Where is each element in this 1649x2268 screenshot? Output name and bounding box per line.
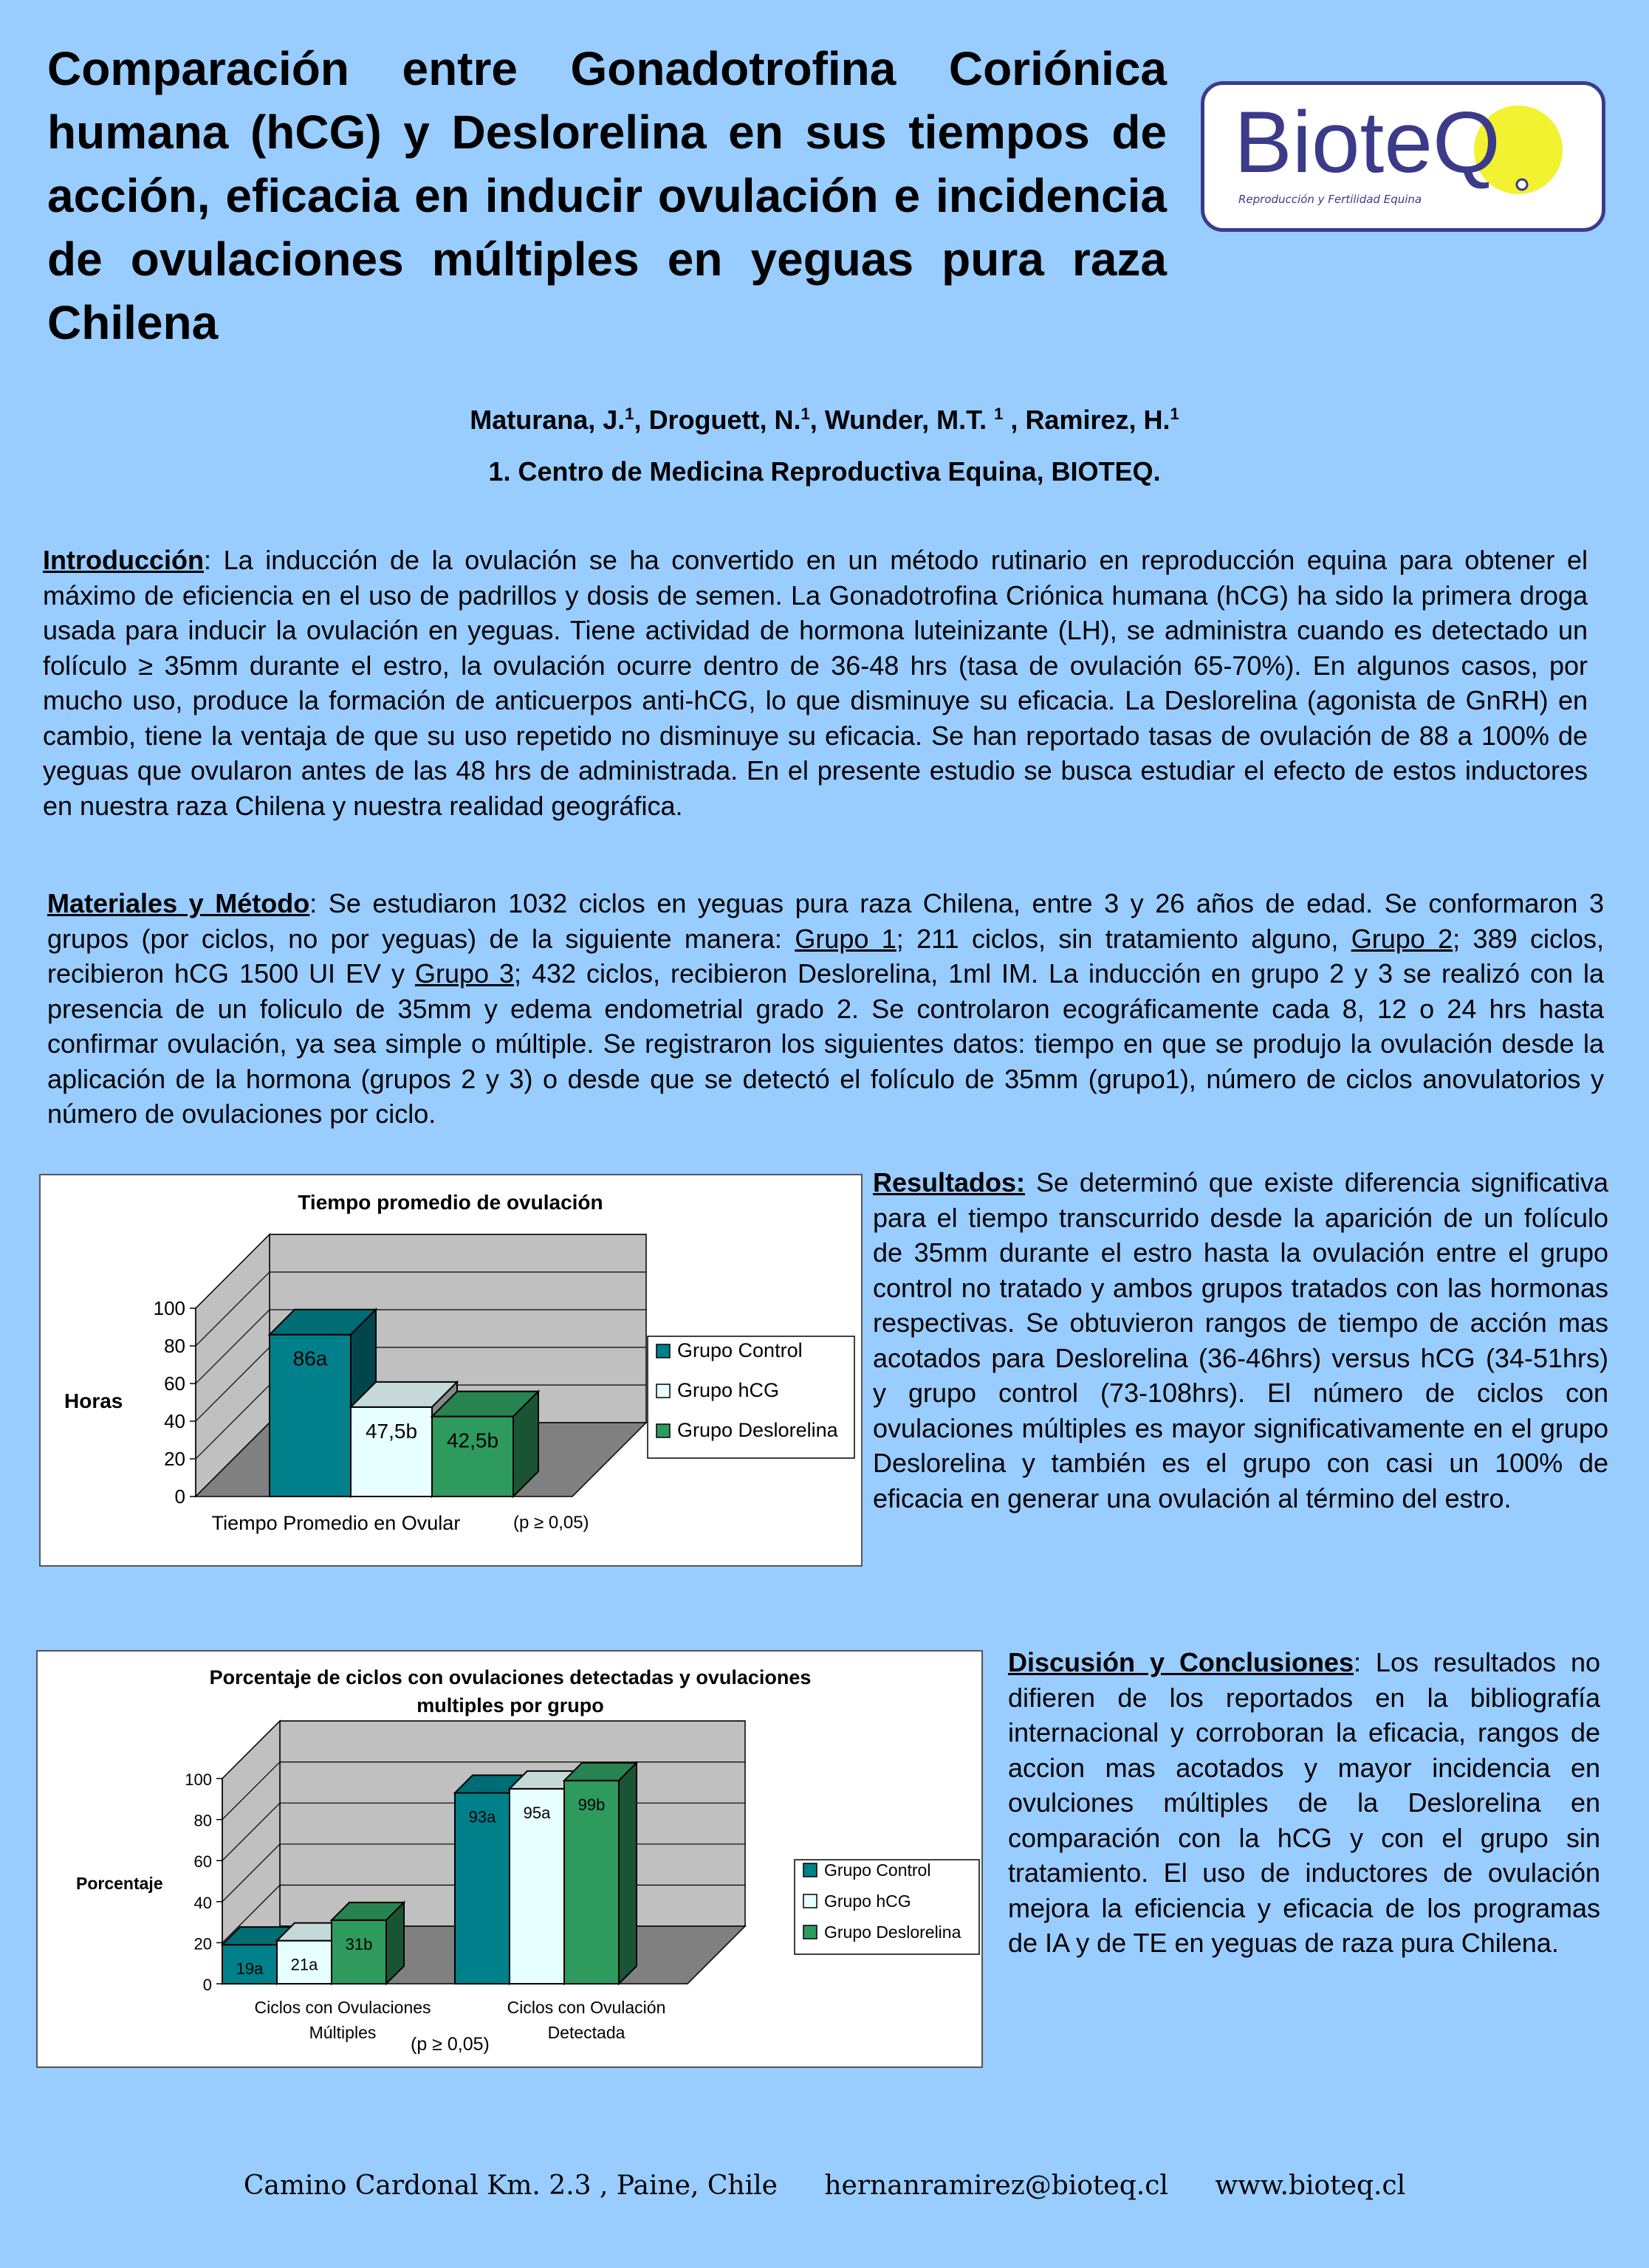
ovulation-time-chart bbox=[39, 1174, 863, 1567]
legend-label: Grupo Control bbox=[824, 1860, 931, 1880]
legend-swatch bbox=[656, 1384, 670, 1398]
y-tick-label: 60 bbox=[193, 1852, 212, 1872]
y-tick-label: 100 bbox=[185, 1770, 212, 1789]
results-section bbox=[873, 1165, 1608, 1516]
legend-swatch bbox=[656, 1344, 670, 1358]
y-tick-label: 100 bbox=[153, 1297, 185, 1319]
introduction-section bbox=[43, 543, 1588, 823]
introduction-text: : La inducción de la ovulación se ha convertido en un método rutinario en reproducción equina para obtener el máximo de eficiencia en el uso de padrillos y dosis de semen. La Gonadotrofina Criónica humana (hCG) ha sido la primera droga usada para inducir la ovulación en yeguas. Tiene actividad de hormona luteinizante (LH), se administra cuando es detectado un folículo ≥ 35mm durante el estro, la ovulación ocurre dentro de 36-48 hrs (tasa de ovulación 65-70%). En algunos casos, por mucho uso, produce la formación de anticuerpos anti-hCG, lo que disminuye su eficacia. La Deslorelina (agonista de GnRH) en cambio, tiene la ventaja de que su uso repetido no disminuye su eficacia. Se han reportado tasas de ovulación de 88 a 100% de yeguas que ovularon antes de las 48 hrs de administrada. En el presente estudio se busca estudiar el efecto de estos inductores en nuestra raza Chilena y nuestra realidad geográfica. bbox=[43, 545, 1588, 821]
y-tick-label: 40 bbox=[164, 1410, 185, 1432]
legend-swatch bbox=[803, 1863, 817, 1877]
significance-note: (p ≥ 0,05) bbox=[513, 1513, 589, 1533]
ovulation-time-chart-svg bbox=[41, 1175, 861, 1565]
data-label: 99b bbox=[577, 1795, 606, 1814]
authors: Maturana, J.$^1$, Droguett, N.$^1$, Wunder, M.T. $^1$ , Ramirez, H.$^1$ bbox=[470, 405, 1179, 435]
legend-label: Grupo hCG bbox=[824, 1891, 911, 1911]
x-category-label: Detectada bbox=[547, 2023, 625, 2042]
legend-label: Grupo Control bbox=[677, 1339, 803, 1361]
data-label: 95a bbox=[523, 1803, 551, 1822]
data-label: 19a bbox=[236, 1959, 264, 1979]
affiliation: 1. Centro de Medicina Reproductiva Equina, BIOTEQ. bbox=[488, 456, 1161, 487]
discussion-text: : Los resultados no difieren de los reportados en la bibliografía internacional y corroboran la eficacia, rangos de accion mas acotados y mayor incidencia en ovulciones múltiples de la Deslorelina en comparación con la hCG y con el grupo sin tratamiento. El uso de inductores de ovulación mejora la eficiencia y eficacia de los programas de IA y de TE en yeguas de raza pura Chilena. bbox=[1008, 1647, 1600, 1958]
poster-title: Comparación entre Gonadotrofina Coriónica humana (hCG) y Deslorelina en sus tiempos de acción, eficacia en inducir ovulación e incidencia de ovulaciones múltiples en yeguas pura raza Chilena bbox=[47, 42, 1167, 349]
chart-title: Tiempo promedio de ovulación bbox=[298, 1191, 603, 1214]
y-tick-label: 40 bbox=[193, 1893, 212, 1912]
y-tick-label: 80 bbox=[193, 1811, 212, 1830]
y-tick-label: 60 bbox=[164, 1372, 185, 1395]
chart-title: multiples por grupo bbox=[416, 1694, 604, 1717]
data-label: 31b bbox=[345, 1934, 373, 1953]
y-tick-label: 80 bbox=[164, 1335, 185, 1357]
data-label: 86a bbox=[292, 1347, 328, 1370]
data-label: 21a bbox=[290, 1955, 318, 1974]
footer-email[interactable]: hernanramirez@bioteq.cl bbox=[824, 2171, 1168, 2201]
x-category-label: Ciclos con Ovulaciones bbox=[254, 1998, 431, 2017]
chart-title: Porcentaje de ciclos con ovulaciones detectadas y ovulaciones bbox=[209, 1666, 812, 1688]
legend-label: Grupo Deslorelina bbox=[677, 1419, 838, 1441]
logo-tagline: Reproducción y Fertilidad Equina bbox=[1238, 193, 1422, 206]
x-category-label: Tiempo Promedio en Ovular bbox=[211, 1512, 461, 1534]
data-label: 93a bbox=[468, 1807, 496, 1827]
y-tick-label: 0 bbox=[202, 1976, 212, 1994]
y-tick-label: 0 bbox=[174, 1485, 185, 1508]
methods-section: Materiales y Método: Se estudiaron 1032 ciclos en yeguas pura raza Chilena, entre 3 y 26 años de edad. Se conformaron 3 grupos (por ciclos, no por yeguas) de la siguiente manera: Grupo 1; 211 ciclos, sin tratamiento alguno, Grupo 2; 389 ciclos, recibieron hCG 1500 UI EV y Grupo 3; 432 ciclos, recibieron Deslorelina, 1ml IM. La inducción en grupo 2 y 3 se realizó con la presencia de un foliculo de 35mm y edema endometrial grado 2. Se controlaron ecográficamente cada 8, 12 o 24 hrs hasta confirmar ovulación, ya sea simple o múltiple. Se registraron los siguientes datos: tiempo en que se produjo la ovulación desde la aplicación de la hormona (grupos 2 y 3) o desde que se detectó el folículo de 35mm (grupo1), número de ciclos anovulatorios y número de ovulaciones por ciclo. bbox=[47, 888, 1605, 1129]
legend-label: Grupo hCG bbox=[677, 1379, 780, 1401]
results-heading: Resultados: bbox=[873, 1167, 1026, 1197]
discussion-section bbox=[1008, 1645, 1600, 1961]
legend-swatch bbox=[803, 1894, 817, 1908]
y-axis-label: Porcentaje bbox=[76, 1874, 163, 1893]
y-axis-label: Horas bbox=[64, 1389, 123, 1412]
ovulation-percentage-chart bbox=[36, 1650, 983, 2068]
y-tick-label: 20 bbox=[193, 1934, 212, 1953]
discussion-heading: Discusión y Conclusiones bbox=[1008, 1647, 1354, 1677]
introduction-heading: Introducción bbox=[43, 545, 204, 575]
x-category-label: Ciclos con Ovulación bbox=[507, 1998, 666, 2017]
footer bbox=[0, 2171, 1649, 2201]
y-tick-label: 20 bbox=[164, 1448, 185, 1470]
ovulation-percentage-chart-svg bbox=[38, 1652, 981, 2066]
data-label: 47,5b bbox=[365, 1419, 418, 1443]
data-label: 42,5b bbox=[446, 1429, 499, 1452]
logo-brand-text: BioteQ bbox=[1234, 94, 1501, 191]
footer-address: Camino Cardonal Km. 2.3 , Paine, Chile bbox=[243, 2171, 778, 2201]
bioteq-logo bbox=[1201, 81, 1605, 232]
legend-label: Grupo Deslorelina bbox=[824, 1922, 961, 1942]
results-text: Se determinó que existe diferencia significativa para el tiempo transcurrido desde la aparición de un folículo de 35mm durante el estro hasta la ovulación entre el grupo control no tratado y ambos grupos tratados con las hormonas respectivas. Se obtuvieron rangos de tiempo de acción mas acotados para Deslorelina (36-46hrs) versus hCG (34-51hrs) y grupo control (73-108hrs). El número de ciclos con ovulaciones múltiples es mayor significativamente en el grupo Deslorelina y también es el grupo con casi un 100% de eficacia en generar una ovulación al término del estro. bbox=[873, 1167, 1608, 1513]
footer-website[interactable]: www.bioteq.cl bbox=[1215, 2171, 1406, 2201]
x-category-label: Múltiples bbox=[309, 2023, 377, 2042]
methods-heading: Materiales y Método bbox=[47, 888, 310, 918]
legend-swatch bbox=[803, 1925, 817, 1939]
legend-swatch bbox=[656, 1424, 670, 1437]
significance-note: (p ≥ 0,05) bbox=[411, 2034, 490, 2055]
